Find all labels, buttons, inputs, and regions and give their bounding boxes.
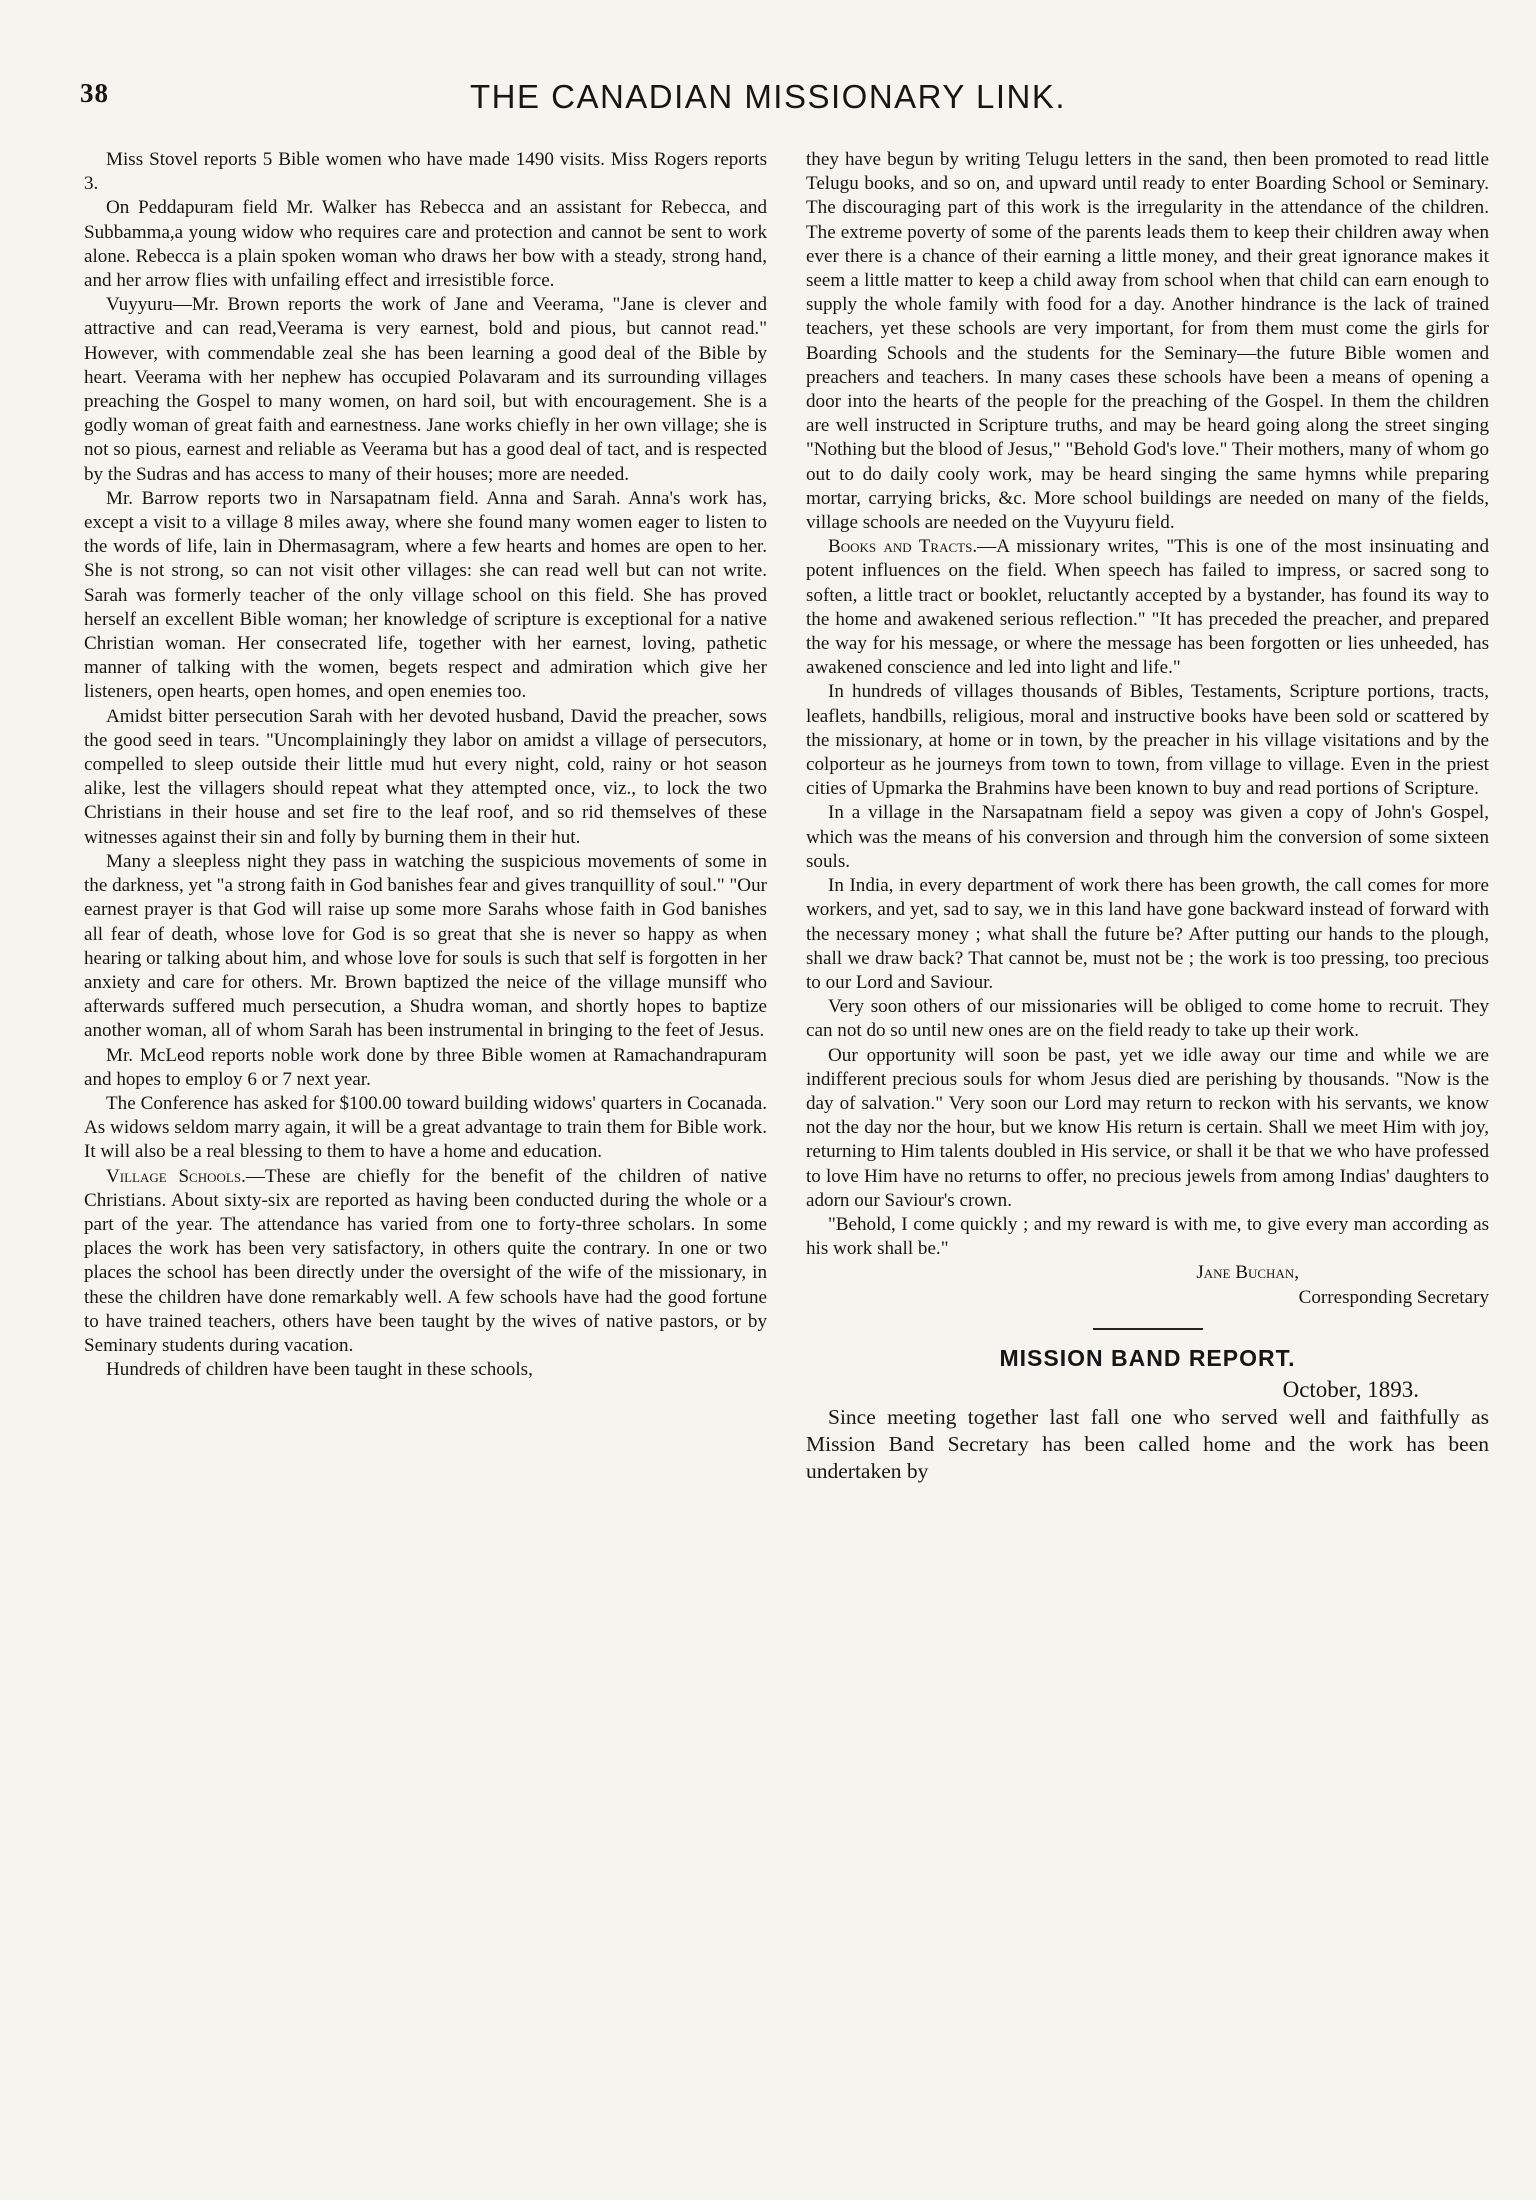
paragraph: Very soon others of our missionaries will be obliged to come home to recruit. They can not do so until new ones are on the field ready to take up their work. [806, 996, 1489, 1042]
paragraph: The Conference has asked for $100.00 toward building widows' quarters in Cocanada. As widows seldom marry again, it will be a great advantage to train them for Bible work. It will also be a real blessing to them to have a home and education. [84, 1092, 767, 1163]
page-number: 38 [80, 78, 109, 108]
paragraph: Our opportunity will soon be past, yet we idle away our time and while we are indifferent precious souls for whom Jesus died are perishing by thousands. "Now is the day of salvation." Very soon our Lord may return to reckon with his servants, we know not the day nor the hour, but we know His return is certain. Shall we meet Him with joy, returning to Him talents doubled in His service, or shall it be that we who have professed to love Him have no returns to offer, no precious jewels from among Indias' daughters to adorn our Saviour's crown. [806, 1044, 1489, 1211]
signature-role: Corresponding Secretary [1298, 1286, 1489, 1308]
paragraph-continued: they have begun by writing Telugu letters in the sand, then been promoted to read little Telugu books, and so on, and upward until ready to enter Boarding School or Seminary. The discouraging part of this work is the irregularity in the attendance of the children. The extreme poverty of some of the parents leads them to keep their children away when ever there is a chance of their earning a little money, and their great ignorance makes it seem a little matter to keep a child away from school when that child can earn enough to supply the whole family with food for a day. Another hindrance is the lack of trained teachers, yet these schools are very important, for from them must come the girls for Boarding Schools and the students for the Seminary—the future Bible women and preachers and teachers. In many cases these schools have been a means of opening a door into the hearts of the people for the preaching of the Gospel. In them the children are well instructed in Scripture truths, and may be heard going along the street singing "Nothing but the blood of Jesus," "Behold God's love." Their mothers, many of whom go out to do daily cooly work, may be heard singing the same hymns while preparing mortar, carrying bricks, &c. More school buildings are needed on many of the fields, village schools are needed on the Vuyyuru field. [806, 149, 1489, 534]
mission-band-paragraph: Since meeting together last fall one who served well and faithfully as Mission Band Secretary has been called home and the work has been undertaken by [806, 1405, 1489, 1484]
section-title: MISSION BAND REPORT. [999, 1344, 1296, 1371]
publication-title: THE CANADIAN MISSIONARY LINK. [469, 78, 1067, 115]
village-schools-text: —These are chiefly for the benefit of the children of native Christians. About sixty-six are reported as having been conducted during the whole or a part of the year. The attendance has varied from one to forty-three scholars. In some places the work has been very satisfactory, in others quite the contrary. In one or two places the school has been directly under the oversight of the wife of the missionary, in these the children have done remarkably well. A few schools have had the good fortune to have trained teachers, others have been taught by the wives of native pastors, or by Seminary students during vacation. [84, 1165, 768, 1356]
closing-quote: "Behold, I come quickly ; and my reward is with me, to give every man according as his work shall be." [806, 1213, 1489, 1260]
left-column [84, 148, 767, 1382]
paragraph: In India, in every department of work there has been growth, the call comes for more workers, and yet, sad to say, we in this land have gone backward instead of forward with the necessary money ; what shall the future be? After putting our hands to the plough, shall we draw back? That cannot be, must not be ; the work is too pressing, too precious to our Lord and Saviour. [806, 875, 1489, 993]
paragraph: Mr. Barrow reports two in Narsapatnam field. Anna and Sarah. Anna's work has, except a visit to a village 8 miles away, where she found many women eager to listen to the words of life, lain in Dhermasagram, where a few hearts and homes are open to her. She is not strong, so can not visit other villages: she can read well but can not write. Sarah was formerly teacher of the only village school on this field. She has proved herself an excellent Bible woman; her knowledge of scripture is exceptional for a native Christian woman. Her consecrated life, together with her earnest, loving, pathetic manner of talking with the women, begets respect and admiration which give her listeners, open hearts, open homes, and open enemies too. [84, 487, 767, 703]
signature [806, 1261, 1489, 1309]
paragraph: Miss Stovel reports 5 Bible women who have made 1490 visits. Miss Rogers reports 3. [84, 149, 767, 195]
books-tracts-paragraph [806, 535, 1489, 680]
paragraph: In hundreds of villages thousands of Bibles, Testaments, Scripture portions, tracts, leaflets, handbills, religious, moral and instructive books have been sold or scattered by the missionary, at home or in town, by the preacher in his village visitations and by the colporteur as he journeys from town to town, from village to village. Even in the priest cities of Upmarka the Brahmins have been known to buy and read portions of Scripture. [806, 681, 1489, 800]
paragraph: On Peddapuram field Mr. Walker has Rebecca and an assistant for Rebecca, and Subbamma,a young widow who requires care and protection and cannot be sent to work alone. Rebecca is a plain spoken woman who draws her bow with a steady, strong hand, and her arrow flies with unfailing effect and irresistible force. [84, 197, 767, 292]
books-tracts-text: —A missionary writes, "This is one of the most insinuating and potent influences on the field. When speech has failed to impress, or sacred song to soften, a little tract or booklet, reluctantly accepted by a bystander, has found its way to the home and awakened serious reflection." "It has preceded the preacher, and prepared the way for his message, or where the message has been forgotten or lies unheeded, has awakened conscience and led into light and life." [806, 536, 1489, 679]
paragraph: Hundreds of children have been taught in these schools, [106, 1359, 533, 1381]
village-schools-heading: Village Schools. [106, 1165, 246, 1187]
paragraph: In a village in the Narsapatnam field a sepoy was given a copy of John's Gospel, which was the means of his conversion and through him the conversion of some sixteen souls. [806, 802, 1489, 872]
report-date: October, 1893. [1282, 1376, 1419, 1402]
paragraph: Vuyyuru—Mr. Brown reports the work of Jane and Veerama, "Jane is clever and attractive and can read,Veerama is very earnest, bold and pious, but cannot read." However, with commendable zeal she has been learning a good deal of the Bible by heart. Veerama with her nephew has occupied Polavaram and its surrounding villages preaching the Gospel to many women, on hard soil, but with encouragement. She is a godly woman of great faith and earnestness. Jane works chiefly in her own village; she is not so pious, earnest and reliable as Veerama but has a good deal of tact, and is respected by the Sudras and has access to many of their houses; more are needed. [84, 294, 767, 485]
right-column [806, 148, 1489, 1485]
books-tracts-heading: Books and Tracts. [828, 536, 978, 558]
signature-name: Jane Buchan, [1196, 1262, 1299, 1284]
paragraph: Many a sleepless night they pass in watching the suspicious movements of some in the darkness, yet "a strong faith in God banishes fear and gives tranquillity of soul." "Our earnest prayer is that God will raise up some more Sarahs whose faith in God banishes all fear of death, whose love for God is so great that she is never so happy as when hearing or talking about him, and whose love for souls is such that self is forgotten in her anxiety and care for others. Mr. Brown baptized the neice of the village munsiff who afterwards suffered much persecution, a Shudra woman, and shortly hopes to baptize another woman, all of whom Sarah has been instrumental in bringing to the feet of Jesus. [84, 850, 767, 1042]
paragraph: Mr. McLeod reports noble work done by three Bible women at Ramachandrapuram and hopes to employ 6 or 7 next year. [84, 1044, 767, 1090]
paragraph: Amidst bitter persecution Sarah with her devoted husband, David the preacher, sows the good seed in tears. "Uncomplainingly they labor on amidst a village of persecutors, compelled to sleep outside their little mud hut every night, cold, rainy or hot season alike, lest the villagers should repeat what they attempted once, viz., to lock the two Christians in their house and set fire to the leaf roof, and so rid themselves of these witnesses against their sin and folly by burning them in their hut. [84, 705, 767, 848]
village-schools-paragraph [84, 1165, 767, 1359]
section-divider [1093, 1328, 1203, 1330]
page-header [80, 78, 1456, 122]
